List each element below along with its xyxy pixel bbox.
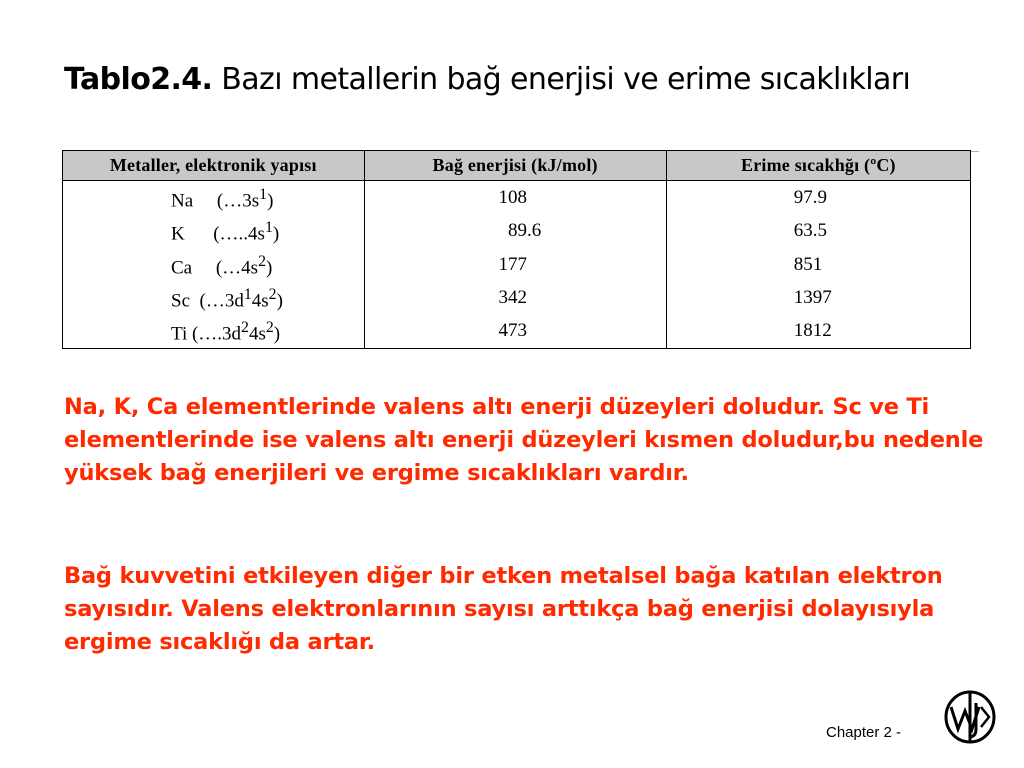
melt-cell: 1812 <box>666 314 970 348</box>
header-metals: Metaller, elektronik yapısı <box>63 151 365 181</box>
table-row <box>63 314 971 348</box>
table-row <box>63 248 971 281</box>
metal-symbol: Sc <box>171 290 190 312</box>
title-label: Tablo2.4. <box>64 62 213 97</box>
metal-symbol: Ti <box>171 323 188 345</box>
config-prefix: (…3d <box>190 290 244 312</box>
metals-table <box>62 150 971 349</box>
config-sup: 2 <box>241 319 249 337</box>
config-sup: 2 <box>258 252 267 270</box>
config-prefix: (….3d <box>187 323 242 345</box>
config-prefix: (…..4s <box>184 223 265 245</box>
slide-title <box>64 62 910 97</box>
table-row <box>63 214 971 247</box>
table-row <box>63 181 971 215</box>
melt-cell: 97.9 <box>666 181 970 215</box>
energy-cell: 342 <box>364 281 666 314</box>
energy-cell: 89.6 <box>364 214 666 247</box>
title-text: Bazı metallerin bağ enerjisi ve erime sıcaklıkları <box>212 62 911 97</box>
table-row <box>63 281 971 314</box>
config-mid: 4s <box>251 290 269 312</box>
config-sup: 2 <box>265 319 274 337</box>
energy-cell: 108 <box>364 181 666 215</box>
metal-symbol: Na <box>171 190 194 212</box>
melt-cell: 1397 <box>666 281 970 314</box>
config-suffix: ) <box>273 323 281 345</box>
config-suffix: ) <box>272 223 280 245</box>
metal-cell <box>63 281 365 314</box>
config-suffix: ) <box>276 290 283 312</box>
config-sup: 2 <box>268 285 277 303</box>
chapter-footer: Chapter 2 - <box>826 724 902 741</box>
config-prefix: (…3s <box>193 190 260 212</box>
explanation-paragraph-2: Bağ kuvvetini etkileyen diğer bir etken metalsel bağa katılan elektron sayısıdır. Valens elektronlarının sayısı arttıkça bağ enerjisi dolayısıyla ergime sıcaklığı da artar. <box>64 563 943 655</box>
explanation-paragraph-1: Na, K, Ca elementlerinde valens altı enerji düzeyleri doludur. Sc ve Ti elementlerinde ise valens altı enerji düzeyleri kısmen doludur,bu nedenle yüksek bağ enerjileri ve ergime sıcaklıkları vardır. <box>64 394 984 486</box>
table-header-row <box>63 151 971 181</box>
metal-cell <box>63 248 365 281</box>
config-sup: 1 <box>243 285 252 303</box>
config-prefix: (…4s <box>192 256 259 278</box>
energy-cell: 473 <box>364 314 666 348</box>
config-sup: 1 <box>264 219 273 237</box>
config-suffix: ) <box>267 190 274 212</box>
wiley-logo-icon <box>943 689 997 745</box>
table-edge-line <box>971 151 979 152</box>
config-mid: 4s <box>248 323 266 345</box>
metal-symbol: Ca <box>171 256 193 278</box>
metal-symbol: K <box>171 223 185 245</box>
header-melting-temp: Erime sıcakhğı (ºC) <box>666 151 970 181</box>
melt-cell: 63.5 <box>666 214 970 247</box>
melt-cell: 851 <box>666 248 970 281</box>
metals-table-container <box>62 150 971 349</box>
metal-cell <box>63 314 365 348</box>
metal-cell <box>63 214 365 247</box>
energy-cell: 177 <box>364 248 666 281</box>
metal-cell <box>63 181 365 215</box>
config-sup: 1 <box>259 186 268 203</box>
config-suffix: ) <box>266 256 273 278</box>
header-bond-energy: Bağ enerjisi (kJ/mol) <box>364 151 666 181</box>
